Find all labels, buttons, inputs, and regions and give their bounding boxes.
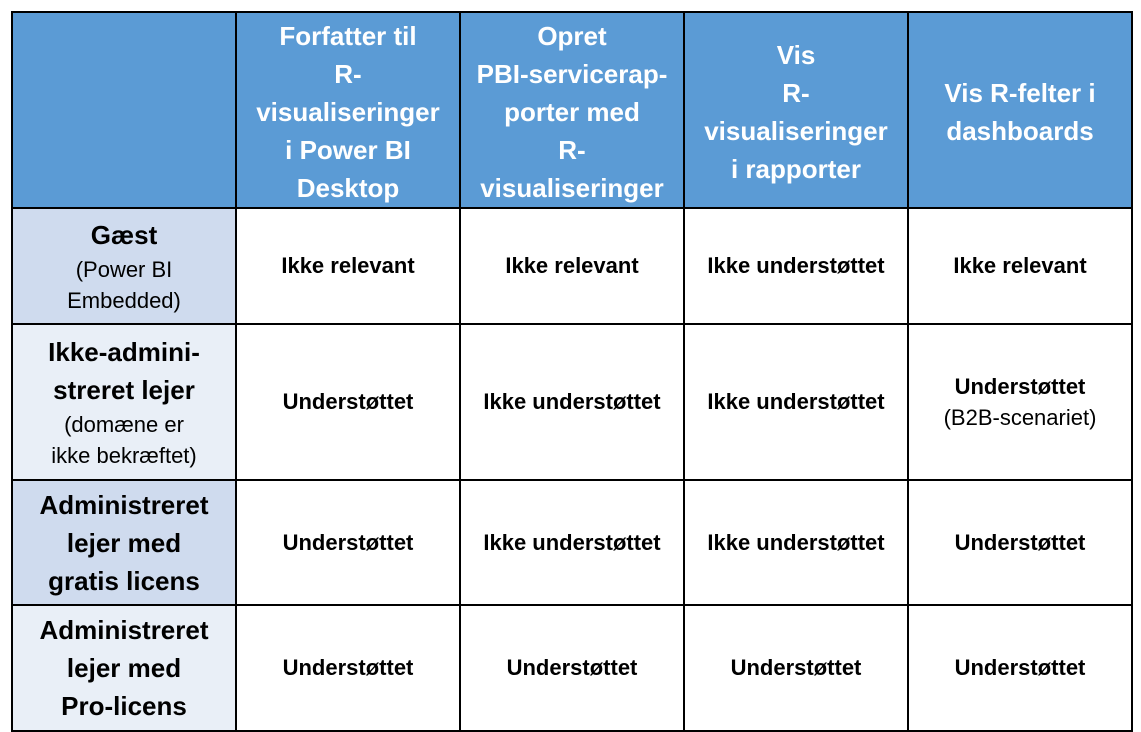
row-header-title: Administreret	[39, 489, 209, 520]
row-header	[12, 324, 236, 480]
cell-status: Understøttet	[282, 389, 414, 414]
column-header-line: PBI-servicerap-	[476, 59, 668, 89]
column-header-line: Vis R-felter i	[944, 78, 1096, 108]
row-header-note: (domæne er	[64, 412, 184, 437]
cell-status: Understøttet	[282, 529, 414, 555]
column-header	[460, 12, 684, 208]
table-row	[12, 605, 1132, 731]
cell-status: Ikke understøttet	[707, 253, 885, 278]
row-header-title: lejer med	[66, 653, 182, 683]
column-header-line: dashboards	[946, 116, 1094, 146]
table-cell	[236, 208, 460, 324]
table-cell	[684, 208, 908, 324]
table-cell	[236, 480, 460, 605]
column-header-line: i rapporter	[730, 154, 862, 184]
table-cell	[460, 605, 684, 731]
cell-status: Understøttet	[954, 374, 1086, 399]
table-row	[12, 324, 1132, 480]
column-header-line: porter med	[504, 97, 640, 127]
column-header-line: Forfatter til	[279, 21, 417, 51]
table-cell	[908, 480, 1132, 605]
table-cell	[460, 480, 684, 605]
column-header	[236, 12, 460, 208]
table-cell	[684, 480, 908, 605]
row-header-title: Ikke-admini-	[48, 337, 200, 367]
column-header-line: Vis	[776, 40, 816, 70]
column-header-line: R-visualiseringer	[256, 59, 440, 127]
cell-status: Understøttet	[506, 655, 638, 680]
table-cell	[908, 605, 1132, 731]
row-header-title: gratis licens	[48, 565, 200, 596]
row-header-title: Administreret	[39, 615, 209, 645]
cell-status: Understøttet	[282, 655, 414, 680]
row-header	[12, 480, 236, 605]
table-cell	[908, 208, 1132, 324]
column-header-line: R-visualiseringer	[480, 135, 664, 203]
support-matrix-table	[11, 11, 1133, 732]
table-cell	[460, 208, 684, 324]
table-cell	[908, 324, 1132, 480]
column-header	[684, 12, 908, 208]
cell-note: (B2B-scenariet)	[943, 405, 1097, 430]
table-row	[12, 208, 1132, 324]
cell-status: Understøttet	[954, 529, 1086, 555]
row-header	[12, 208, 236, 324]
row-header-title: streret lejer	[53, 375, 195, 405]
row-header-title: Gæst	[90, 220, 158, 250]
corner-cell	[12, 12, 236, 208]
cell-status: Ikke relevant	[505, 253, 639, 278]
table-row	[12, 480, 1132, 605]
cell-status: Ikke understøttet	[483, 389, 661, 414]
row-header-note: Embedded)	[67, 288, 181, 313]
column-header-line: R-visualiseringer	[704, 78, 888, 146]
table-cell	[236, 605, 460, 731]
column-header	[908, 12, 1132, 208]
cell-status: Understøttet	[954, 655, 1086, 680]
cell-status: Ikke understøttet	[483, 529, 661, 555]
header-row	[12, 12, 1132, 208]
cell-status: Understøttet	[730, 655, 862, 680]
row-header-note: (Power BI	[75, 257, 173, 282]
column-header-line: Opret	[537, 21, 607, 51]
row-header-note: ikke bekræftet)	[51, 443, 197, 468]
row-header-title: lejer med	[66, 527, 182, 558]
table-cell	[236, 324, 460, 480]
table-cell	[684, 324, 908, 480]
row-header	[12, 605, 236, 731]
cell-status: Ikke relevant	[953, 253, 1087, 278]
column-header-line: Desktop	[296, 173, 400, 203]
cell-status: Ikke relevant	[281, 253, 415, 278]
table-cell	[460, 324, 684, 480]
column-header-line: i Power BI	[285, 135, 411, 165]
cell-status: Ikke understøttet	[707, 529, 885, 555]
cell-status: Ikke understøttet	[707, 389, 885, 414]
row-header-title: Pro-licens	[61, 691, 187, 721]
table-cell	[684, 605, 908, 731]
